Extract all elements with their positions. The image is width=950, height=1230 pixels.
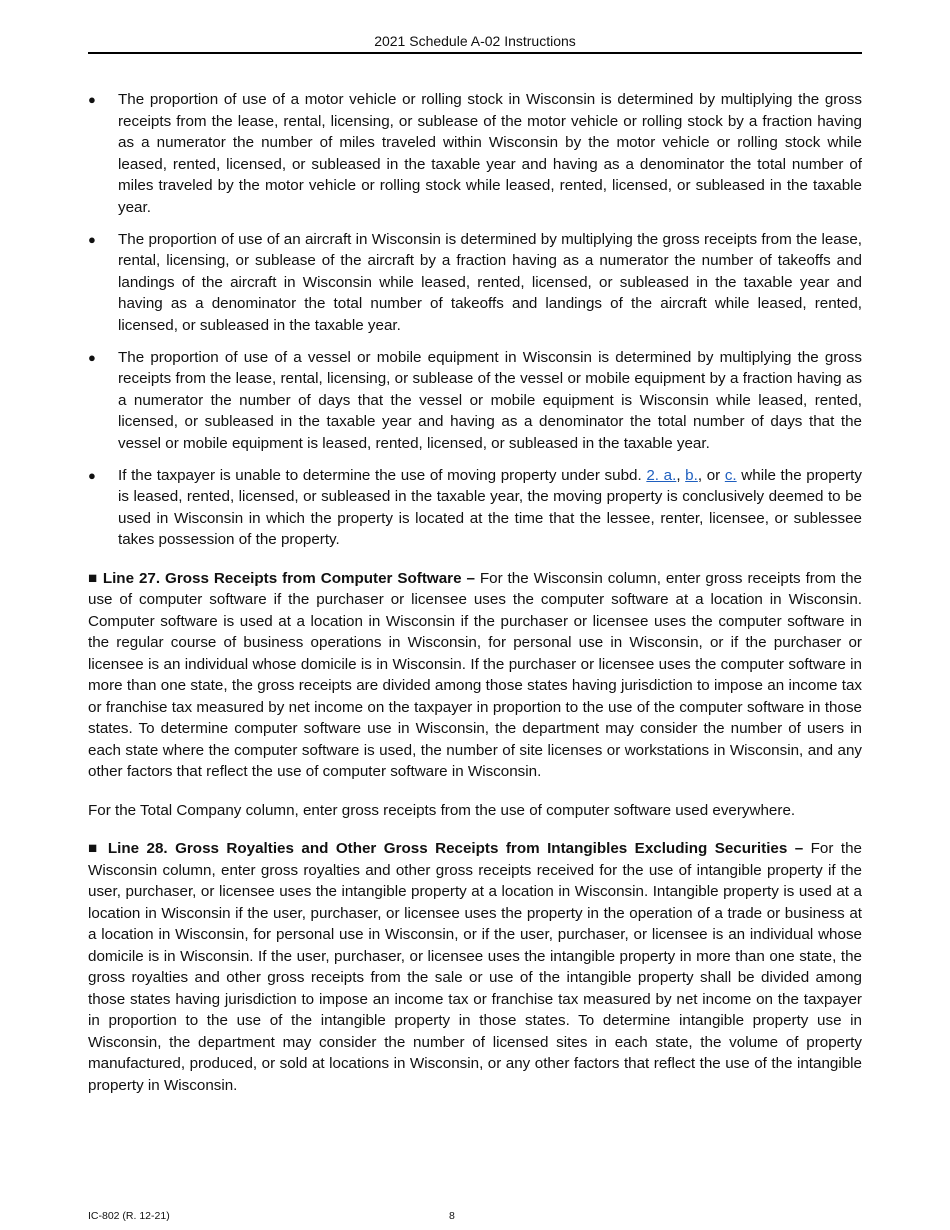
link-subd-c[interactable]: c. xyxy=(724,466,737,484)
line-28-paragraph: ■ Line 28. Gross Royalties and Other Gross Receipts from Intangibles Excluding Securities – For the Wisconsin column, enter gross royalties and other gross receipts received for the use of intangible property if the user, purchaser, or licensee uses the intangible property at a location in Wisconsin. Intangible property is used at a location in Wisconsin if the user, purchaser, or licensee uses the property in the operation of a trade or business at a location in Wisconsin, for personal use in Wisconsin, or if the user, purchaser, or licensee is an individual whose domicile is in Wisconsin. If the user, purchaser, or licensee uses the intangible property in more than one state, the gross royalties and other gross receipts from the sale or use of the intangible property shall be divided among those states having jurisdiction to impose an income tax or franchise tax measured by net income on the taxpayer in proportion to the use of the intangible property in those states. To determine intangible property use in Wisconsin, the department may consider the number of licensed sites in each state, the volume of property manufactured, produced, or sold at locations in Wisconsin, or any other factors that reflect the use of the intangible property in Wisconsin. xyxy=(88,840,862,1094)
bullet-icon: ● xyxy=(88,92,96,107)
list-item: ● The proportion of use of a vessel or mobile equipment in Wisconsin is determined by multiplying the gross receipts from the lease, rental, licensing, or sublease of the vessel or mobile equipment by a fraction having as a numerator the number of days that the vessel or mobile equipment is Wisconsin while leased, rented, licensed, or subleased in the taxable year and having as a denominator the total number of days that the vessel or mobile equipment is leased, rented, licensed, or subleased in the taxable year. xyxy=(88,348,862,452)
footer-form-number: IC-802 (R. 12-21) xyxy=(88,1210,170,1222)
bullet-icon: ● xyxy=(88,467,96,483)
document-body xyxy=(88,89,862,1113)
line-28-heading: ■ Line 28. Gross Royalties and Other Gross Receipts from Intangibles Excluding Securities – xyxy=(88,840,804,857)
bullet-icon: ● xyxy=(88,231,96,247)
line-27-total-paragraph: For the Total Company column, enter gross receipts from the use of computer software used everywhere. xyxy=(88,801,796,819)
bullet-list xyxy=(88,89,862,551)
bullet-icon: ● xyxy=(88,349,96,365)
footer-page-number: 8 xyxy=(449,1210,455,1222)
line-27-paragraph: ■ Line 27. Gross Receipts from Computer Software – For the Wisconsin column, enter gross receipts from the use of computer software if the purchaser or licensee uses the computer software at a location in Wisconsin. Computer software is used at a location in Wisconsin if the purchaser or licensee uses the computer software in the regular course of business operations in Wisconsin, for personal use in Wisconsin, or if the purchaser or licensee is an individual whose domicile is in Wisconsin. If the purchaser or licensee uses the computer software in more than one state, the gross receipts are divided among those states having jurisdiction to impose an income tax or franchise tax measured by net income on the taxpayer in proportion to the use of the computer software in those states. To determine computer software use in Wisconsin, the department may consider the number of users in each state where the computer software is used, the number of site licenses or workstations in Wisconsin, and any other factors that reflect the use of computer software in Wisconsin. xyxy=(88,569,862,780)
line-27-heading: ■ Line 27. Gross Receipts from Computer Software – xyxy=(88,569,475,587)
list-item: ● If the taxpayer is unable to determine the use of moving property under subd. 2. a., b., or c. while the property is leased, rented, licensed, or subleased in the taxable year, the moving property is conclusively deemed to be used in Wisconsin in which the property is located at the time that the lessee, renter, licensee, or sublessee takes possession of the property. xyxy=(88,466,862,548)
link-subd-b[interactable]: b. xyxy=(685,466,698,484)
page-header: 2021 Schedule A-02 Instructions xyxy=(88,32,862,54)
link-subd-2a[interactable]: 2. a. xyxy=(646,466,677,484)
list-item: ● The proportion of use of a motor vehicle or rolling stock in Wisconsin is determined by multiplying the gross receipts from the lease, rental, licensing, or sublease of the motor vehicle or rolling stock by a fraction having as a numerator the number of miles traveled within Wisconsin by the motor vehicle or rolling stock while leased, rented, licensed, or subleased in the taxable year and having as a denominator the total number of miles traveled by the motor vehicle or rolling stock while leased, rented, licensed, or subleased in the taxable year. xyxy=(88,91,862,216)
list-item: ● The proportion of use of an aircraft in Wisconsin is determined by multiplying the gross receipts from the lease, rental, licensing, or sublease of the aircraft by a fraction having as a numerator the number of takeoffs and landings of the aircraft in Wisconsin while leased, rented, licensed, or subleased in the taxable year and having as a denominator the total number of takeoffs and landings of the aircraft while leased, rented, licensed, or subleased in the taxable year. xyxy=(88,230,862,334)
